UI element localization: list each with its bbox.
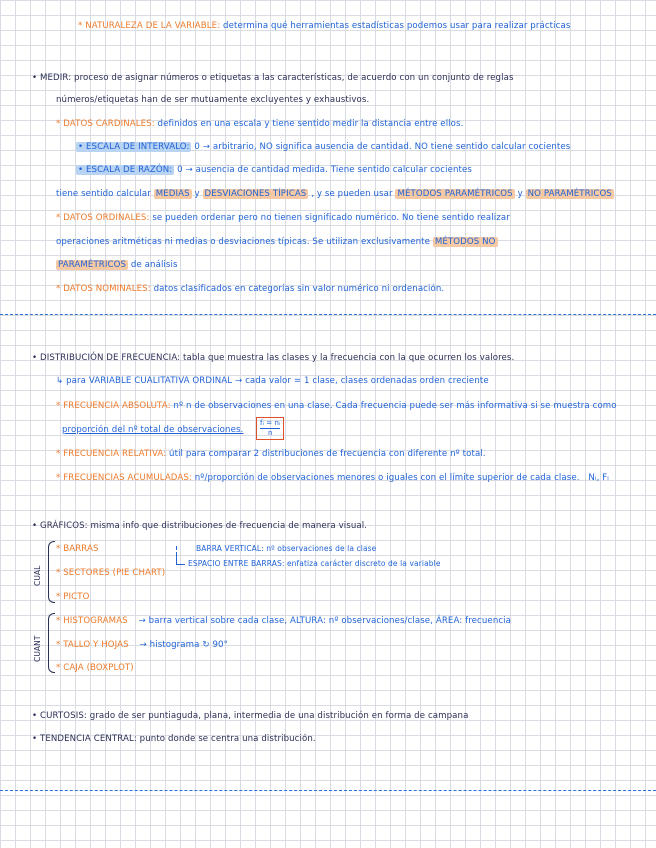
tendencia-label: • TENDENCIA CENTRAL: — [32, 734, 137, 744]
razon-text: 0 → ausencia de cantidad medida. Tiene sentido calcular cocientes — [177, 165, 472, 175]
absoluta-text: nº n de observaciones en una clase. Cada frecuencia puede ser más informativa si se muestra como — [173, 401, 617, 411]
histogramas-item — [56, 615, 511, 627]
naturaleza-text: determina qué herramientas estadísticas podemos usar para realizar prácticas — [223, 21, 571, 31]
absoluta-label: * FRECUENCIA ABSOLUTA: — [56, 401, 171, 411]
naturaleza-label: * NATURALEZA DE LA VARIABLE: — [78, 21, 221, 31]
summary-text-a: tiene sentido calcular — [56, 189, 151, 199]
sectores-label: * SECTORES (PIE CHART) — [56, 568, 166, 578]
barras-label: * BARRAS — [56, 544, 99, 554]
formula-numerator: fᵢ = nᵢ — [260, 419, 281, 427]
absoluta-line-2 — [62, 424, 243, 436]
distribucion-label: • DISTRIBUCIÓN DE FRECUENCIA: — [32, 353, 181, 363]
highlight-medias: MEDIAS — [155, 189, 190, 199]
cardinales-line — [56, 118, 463, 130]
summary-text-d: y — [517, 189, 523, 199]
medir-text-2: números/etiquetas han de ser mutuamente excluyentes y exhaustivos. — [56, 95, 370, 105]
tallo-note: → histograma ↻ 90° — [139, 640, 228, 650]
caja-label: * CAJA (BOXPLOT) — [56, 663, 134, 673]
acumuladas-line — [56, 472, 609, 484]
caja-item — [56, 662, 134, 674]
cual-label: CUAL — [33, 565, 42, 586]
ordinales-line — [56, 212, 510, 224]
formula-box — [256, 417, 284, 440]
acumuladas-label: * FRECUENCIAS ACUMULADAS: — [56, 473, 192, 483]
ordinales-text-3: de análisis — [130, 260, 178, 270]
highlight-parametricos-2: PARAMÉTRICOS — [58, 260, 127, 270]
intervalo-text: 0 → arbitrario, NO significa ausencia de cantidad. NO tiene sentido calcular cocientes — [194, 142, 571, 152]
summary-text-c: , y se pueden usar — [311, 189, 393, 199]
highlight-no-parametricos: NO PARAMÉTRICOS — [527, 189, 612, 199]
intervalo-label: • ESCALA DE INTERVALO: — [78, 142, 190, 152]
sectores-item — [56, 567, 165, 579]
barra-vertical-note: BARRA VERTICAL: nº observaciones de la clase — [196, 544, 377, 553]
medir-text: proceso de asignar números o etiquetas a las características, de acuerdo con un conjunto de reglas — [74, 73, 514, 83]
picto-item — [56, 591, 89, 603]
cardinales-text: definidos en una escala y tiene sentido medir la distancia entre ellos. — [157, 119, 464, 129]
intervalo-line — [76, 141, 570, 153]
acumuladas-symbols: Nᵢ, Fᵢ — [588, 473, 609, 483]
distribucion-text: tabla que muestra las clases y la frecuencia con la que ocurren los valores. — [182, 353, 515, 363]
razon-label: • ESCALA DE RAZÓN: — [78, 165, 173, 175]
absoluta-line — [56, 400, 617, 412]
ordinales-line-2 — [56, 236, 498, 248]
distribucion-line-1 — [32, 352, 514, 364]
curtosis-line — [32, 710, 468, 722]
histogramas-note: → barra vertical sobre cada clase, ALTURA: nº observaciones/clase, ÁREA: frecuencia — [138, 616, 512, 626]
curtosis-text: grado de ser puntiaguda, plana, intermedia de una distribución en forma de campana — [89, 711, 469, 721]
tallo-item — [56, 639, 228, 651]
barras-connector-2 — [176, 552, 185, 565]
nominales-text: datos clasificados en categorías sin valor numérico ni ordenación. — [153, 284, 445, 294]
cual-brace — [48, 541, 55, 603]
relativa-text: útil para comparar 2 distribuciones de frecuencia con diferente nº total. — [169, 449, 486, 459]
medir-line-1 — [32, 72, 514, 84]
formula-denominator: n — [267, 429, 273, 437]
graficos-line — [32, 520, 367, 532]
ordinales-text: se pueden ordenar pero no tienen significado numérico. No tiene sentido realizar — [152, 213, 510, 223]
summary-text-b: y — [194, 189, 200, 199]
nominales-line — [56, 283, 444, 295]
top-line — [78, 20, 570, 32]
curtosis-label: • CURTOSIS: — [32, 711, 87, 721]
relativa-label: * FRECUENCIA RELATIVA: — [56, 449, 167, 459]
ordinales-label: * DATOS ORDINALES: — [56, 213, 150, 223]
acumuladas-text: nº/proporción de observaciones menores o iguales con el límite superior de cada clase. — [194, 473, 580, 483]
razon-line — [76, 164, 472, 176]
nominales-label: * DATOS NOMINALES: — [56, 284, 151, 294]
highlight-metodos-no: MÉTODOS NO — [434, 237, 496, 247]
histogramas-label: * HISTOGRAMAS — [56, 616, 128, 626]
cuant-label: CUANT — [33, 635, 42, 662]
medir-label: • MEDIR: — [32, 73, 72, 83]
medir-line-2 — [56, 94, 369, 106]
graficos-label: • GRÁFICOS: — [32, 521, 88, 531]
cualitativa-note: ↳ para VARIABLE CUALITATIVA ORDINAL → cada valor = 1 clase, clases ordenadas orden creciente — [56, 376, 489, 386]
tallo-label: * TALLO Y HOJAS — [56, 640, 129, 650]
barras-note-1 — [176, 543, 376, 555]
picto-label: * PICTO — [56, 592, 90, 602]
cuant-brace — [48, 613, 55, 673]
barras-item — [56, 543, 99, 555]
espacio-barras-note: ESPACIO ENTRE BARRAS: enfatiza carácter discreto de la variable — [188, 559, 441, 568]
highlight-parametricos: MÉTODOS PARAMÉTRICOS — [397, 189, 513, 199]
cardinales-summary-line — [56, 188, 614, 200]
highlight-desviaciones: DESVIACIONES TÍPICAS — [204, 189, 307, 199]
cardinales-label: * DATOS CARDINALES: — [56, 119, 155, 129]
relativa-line — [56, 448, 486, 460]
ordinales-text-2: operaciones aritméticas ni medias o desviaciones típicas. Se utilizan exclusivamente — [56, 237, 431, 247]
ordinales-line-3 — [56, 259, 178, 271]
section-divider-1 — [0, 314, 656, 315]
distribucion-line-2 — [56, 375, 489, 387]
tendencia-text: punto donde se centra una distribución. — [139, 734, 316, 744]
tendencia-line — [32, 733, 316, 745]
barras-note-2 — [188, 558, 441, 570]
proporcion-text: proporción del nº total de observaciones. — [62, 425, 244, 435]
graficos-text: misma info que distribuciones de frecuencia de manera visual. — [90, 521, 368, 531]
section-divider-2 — [0, 790, 656, 791]
